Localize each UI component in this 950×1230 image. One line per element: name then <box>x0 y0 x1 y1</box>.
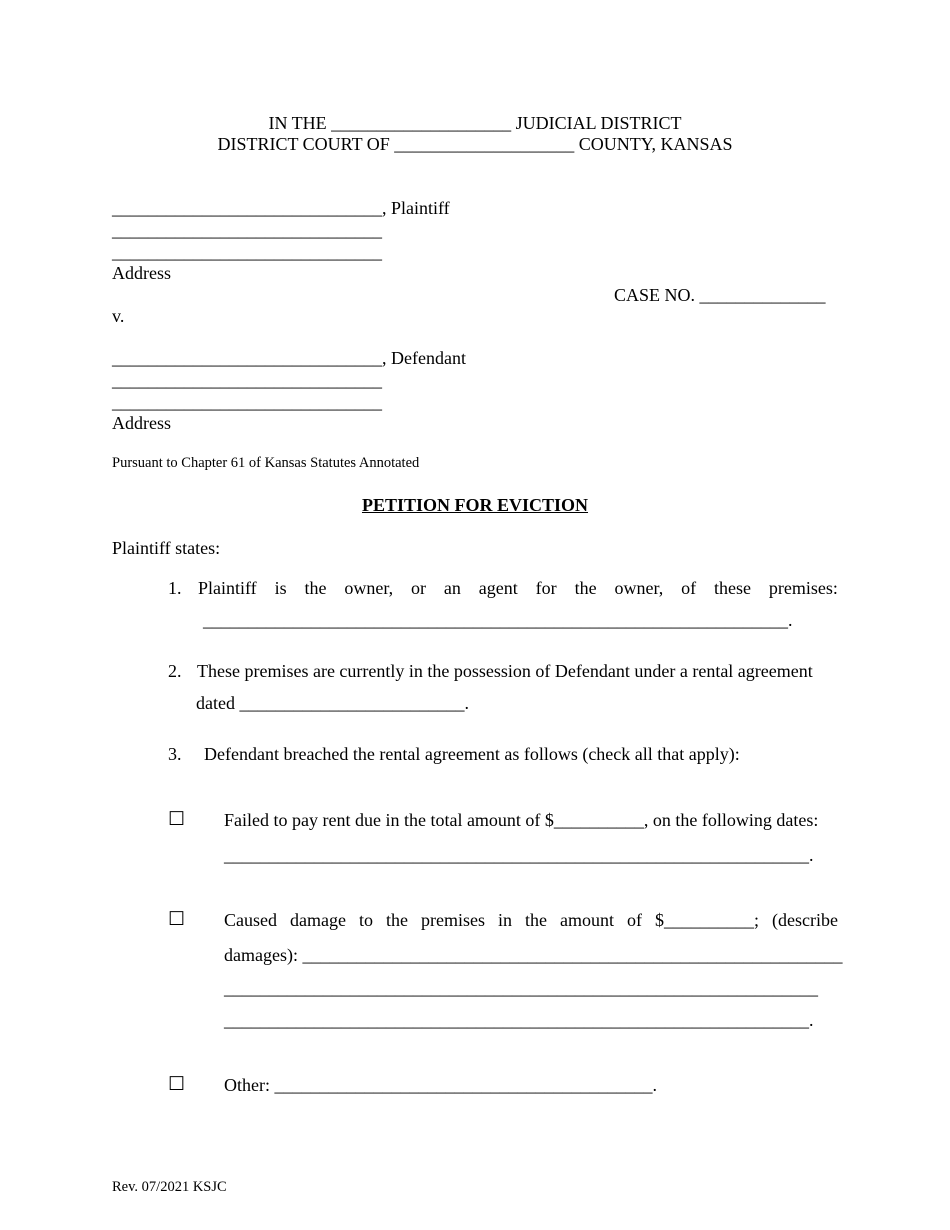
plaintiff-address-line: ______________________________ <box>112 242 382 262</box>
case-number: CASE NO. ______________ <box>614 285 826 305</box>
word: (describe <box>772 910 838 930</box>
item-number: 1. <box>168 578 182 598</box>
unpaid-rent-dates-line: _________________________________________________________________. <box>224 845 814 865</box>
plaintiff-name-line: ______________________________, Plaintiff <box>112 198 450 218</box>
premises-address-line: _________________________________________________________________. <box>203 610 793 630</box>
word: the <box>385 910 408 930</box>
word: amount <box>559 910 614 930</box>
revision-footer: Rev. 07/2021 KSJC <box>112 1179 227 1195</box>
word: the <box>524 910 547 930</box>
damage-description-line: damages): ____________________________________________________________ <box>224 945 843 965</box>
statute-reference: Pursuant to Chapter 61 of Kansas Statutes Annotated <box>112 455 420 471</box>
item-2-text: These premises are currently in the possession of Defendant under a rental agreement <box>197 661 813 681</box>
word: Caused <box>224 910 277 930</box>
item-number: 3. <box>168 744 182 764</box>
versus: v. <box>112 306 125 326</box>
rental-agreement-date-line: dated _________________________. <box>196 693 469 713</box>
damage-description-line: _________________________________________________________________. <box>224 1010 814 1030</box>
damage-checkbox[interactable]: ☐ <box>168 909 186 930</box>
plaintiff-address-label: Address <box>112 263 171 283</box>
word: is <box>274 578 287 598</box>
word: agent <box>478 578 518 598</box>
word: of <box>681 578 697 598</box>
word: these <box>714 578 751 598</box>
defendant-address-line: ______________________________ <box>112 370 382 390</box>
word: an <box>443 578 461 598</box>
defendant-name-line: ______________________________, Defendant <box>112 348 466 368</box>
word: of <box>626 910 642 930</box>
word: premises: <box>768 578 838 598</box>
word: damage <box>290 910 346 930</box>
defendant-address-line: ______________________________ <box>112 392 382 412</box>
intro-text: Plaintiff states: <box>112 538 221 558</box>
document-title: PETITION FOR EVICTION <box>361 495 589 515</box>
unpaid-rent-checkbox[interactable]: ☐ <box>168 809 186 830</box>
word: premises <box>420 910 485 930</box>
unpaid-rent-text: Failed to pay rent due in the total amount of $__________, on the following dates: <box>224 810 819 830</box>
word: to <box>358 910 373 930</box>
plaintiff-address-line: ______________________________ <box>112 220 382 240</box>
other-text-line: Other: __________________________________________. <box>224 1075 657 1095</box>
word: Plaintiff <box>198 578 257 598</box>
court-district-line: IN THE ____________________ JUDICIAL DISTRICT <box>268 113 682 133</box>
word: the <box>304 578 327 598</box>
damage-description-line: __________________________________________________________________ <box>224 978 818 998</box>
word: or <box>411 578 427 598</box>
item-number: 2. <box>168 661 182 681</box>
word: owner, <box>344 578 394 598</box>
word: owner, <box>614 578 664 598</box>
word: the <box>574 578 597 598</box>
word: in <box>497 910 512 930</box>
word: $__________; <box>654 910 759 930</box>
damage-text <box>224 911 838 929</box>
defendant-address-label: Address <box>112 413 171 433</box>
other-checkbox[interactable]: ☐ <box>168 1074 186 1095</box>
court-county-line: DISTRICT COURT OF ____________________ COUNTY, KANSAS <box>217 134 733 154</box>
item-1-text <box>198 579 838 597</box>
item-3-text: Defendant breached the rental agreement as follows (check all that apply): <box>204 744 740 764</box>
word: for <box>535 578 557 598</box>
